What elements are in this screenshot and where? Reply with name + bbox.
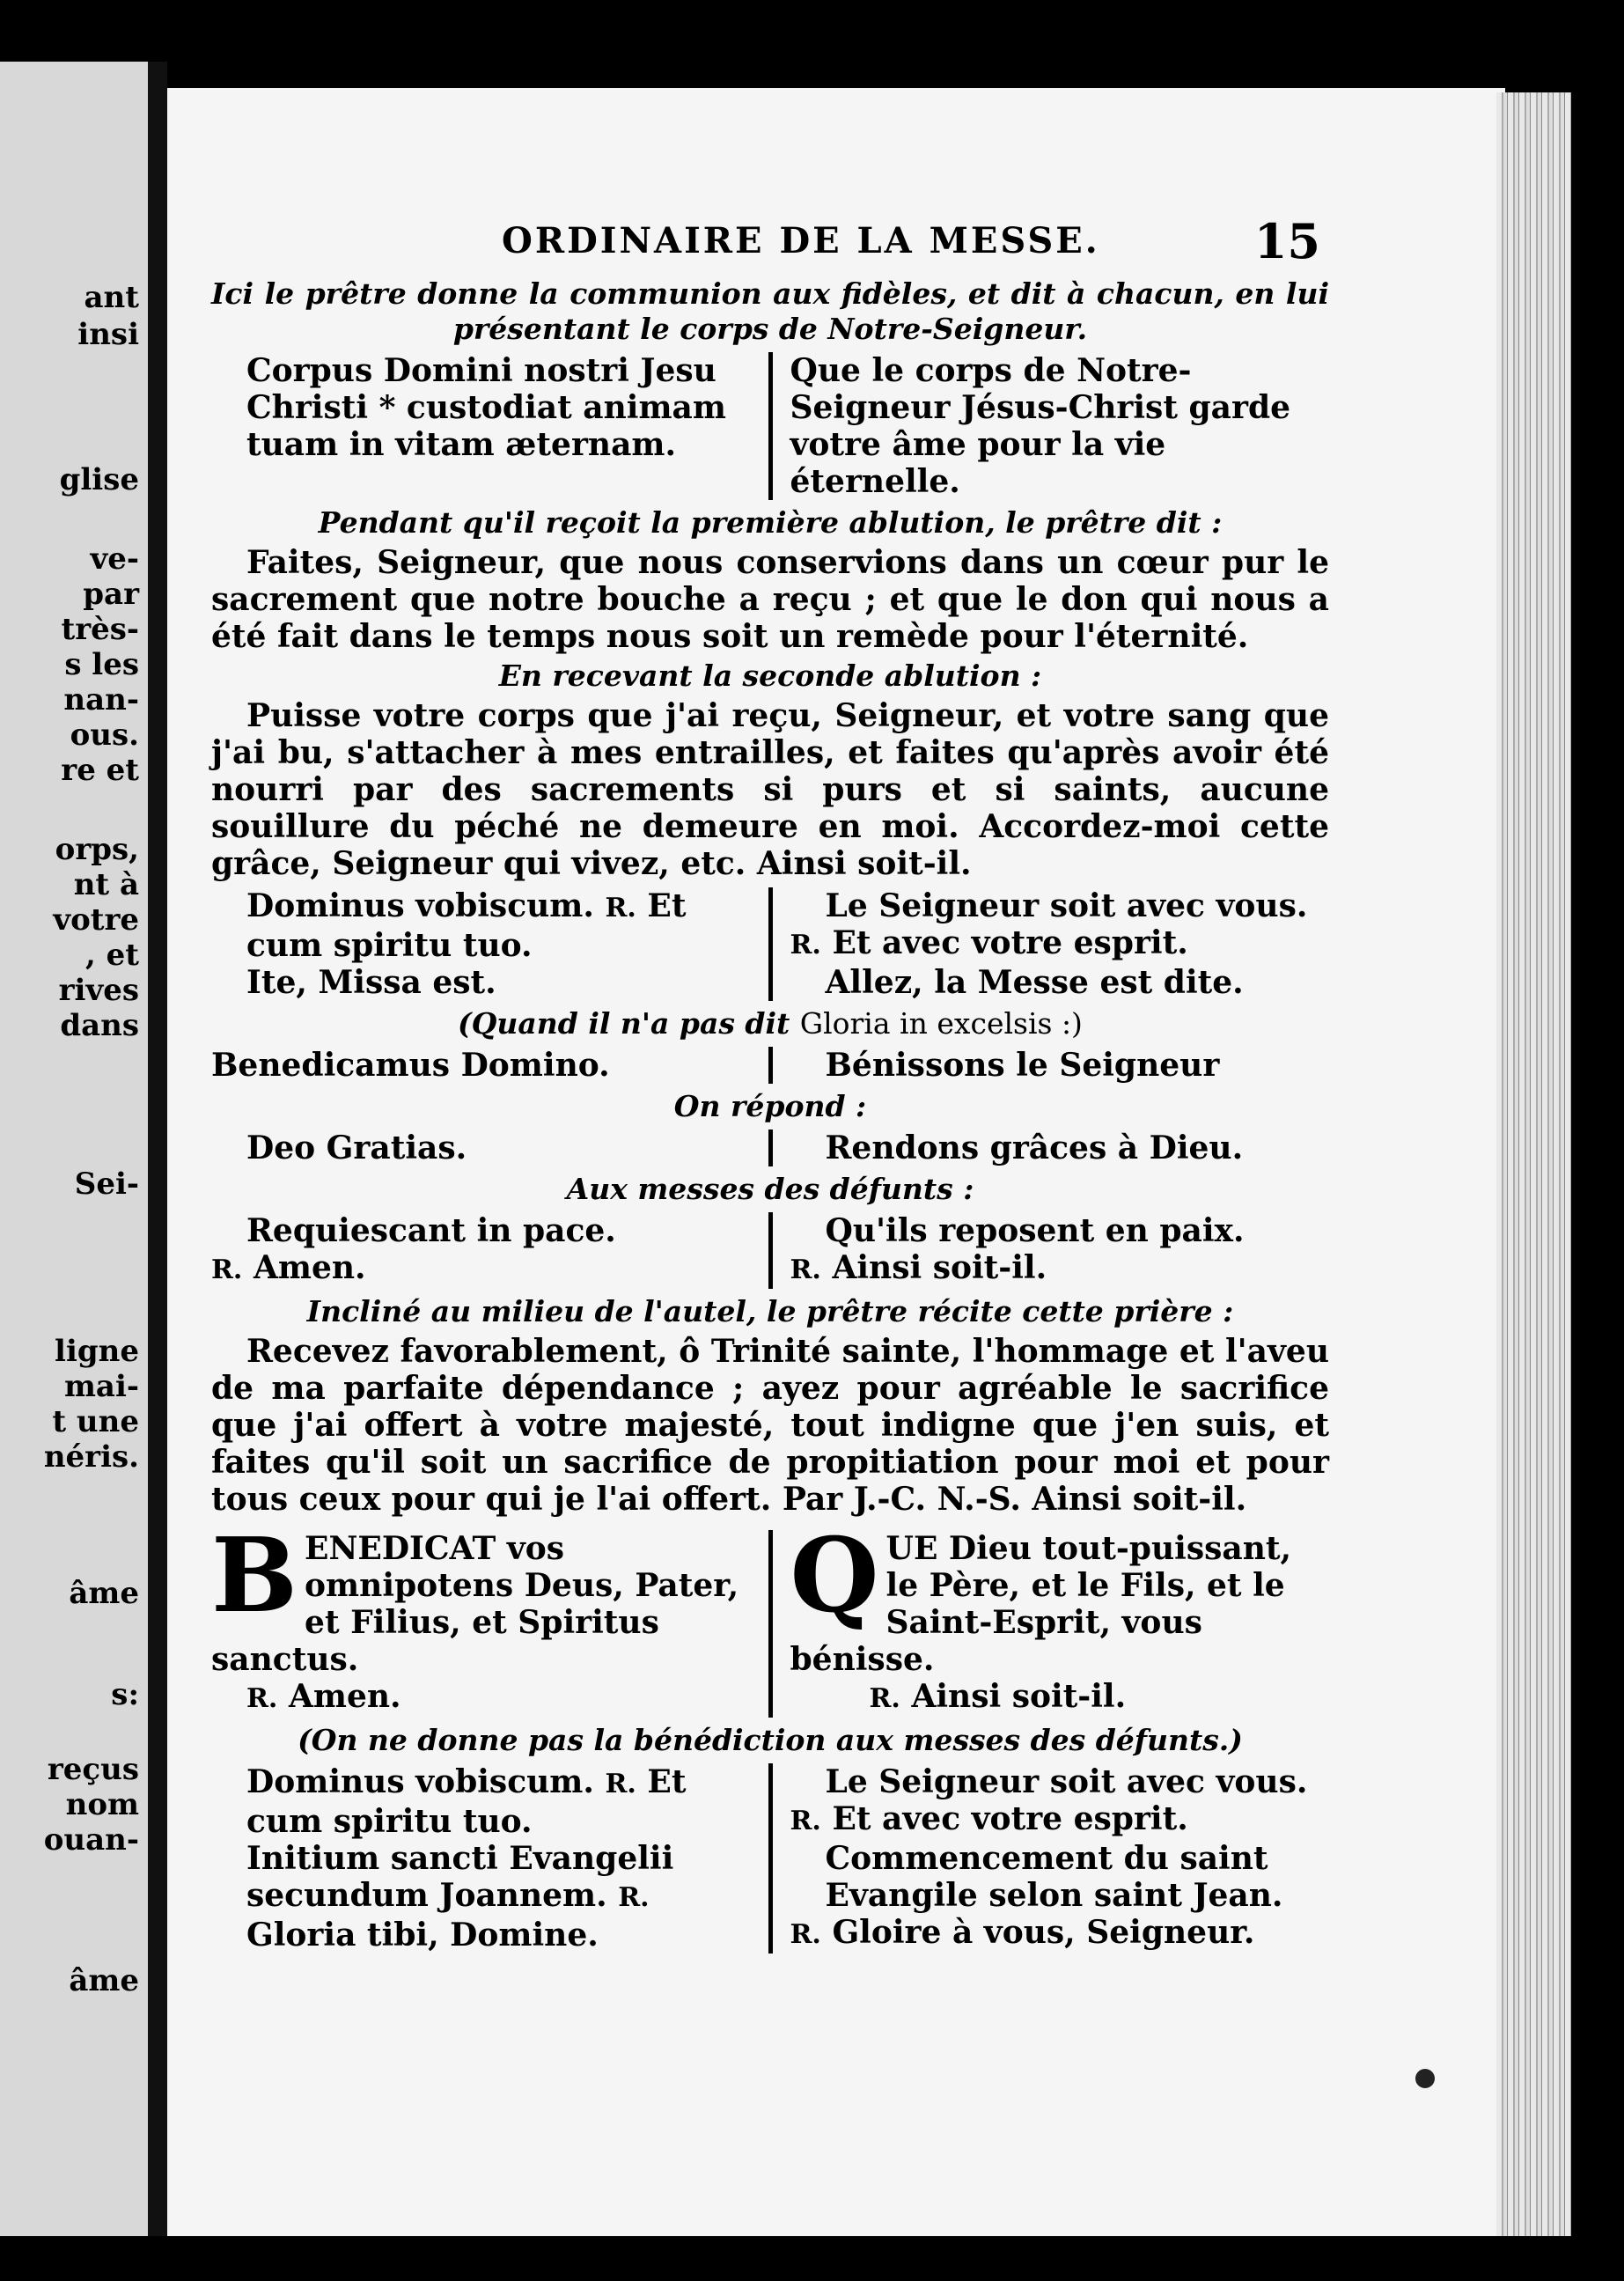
latin-column	[211, 1129, 768, 1166]
page-number: 15	[1253, 213, 1320, 269]
facing-fragment: âme	[69, 1576, 139, 1611]
deo-gratias-latin: Deo Gratias.	[246, 1129, 467, 1166]
initium-latin: Initium sancti Evangelii secundum Joannem.	[246, 1840, 674, 1914]
facing-fragment: rives	[58, 973, 139, 1008]
initium-french: Commencement du saint Evangile selon saint Jean.	[825, 1840, 1283, 1914]
ite-latin: Ite, Missa est.	[246, 964, 496, 1001]
response-mark: R.	[790, 1806, 821, 1836]
dominus-latin-response: Et cum spiritu tuo.	[246, 887, 687, 964]
response-mark: R.	[790, 1919, 821, 1950]
benedicamus-columns	[211, 1047, 1329, 1084]
requiescant-french: Qu'ils reposent en paix.	[825, 1212, 1245, 1249]
facing-fragment: reçus	[47, 1752, 139, 1787]
facing-fragment: re et	[61, 753, 139, 788]
benedicamus-french: Bénissons le Seigneur	[825, 1047, 1220, 1084]
rubric-inclined: Incliné au milieu de l'autel, le prêtre récite cette prière :	[306, 1294, 1234, 1328]
french-column	[768, 1516, 1330, 1718]
dominus2-latin-response: Et cum spiritu tuo.	[246, 1763, 687, 1840]
rubric-response: On répond :	[673, 1089, 867, 1123]
french-column	[768, 1129, 1330, 1166]
corpus-french: Que le corps de Notre-Seigneur Jésus-Christ garde votre âme pour la vie éternelle.	[790, 352, 1291, 500]
facing-fragment: s:	[111, 1677, 139, 1712]
ink-spot	[1415, 2069, 1435, 2088]
latin-column	[211, 1047, 768, 1084]
facing-fragment: glise	[59, 462, 139, 497]
response-mark: R.	[605, 893, 636, 923]
drop-cap-b: B	[211, 1516, 298, 1636]
rubric-first-ablution: Pendant qu'il reçoit la première ablution, le prêtre dit :	[318, 505, 1223, 540]
page-content	[211, 213, 1329, 1959]
response-mark: R.	[211, 1255, 243, 1285]
response-mark: R.	[869, 1683, 900, 1714]
facing-fragment: nan-	[63, 682, 139, 717]
book-gutter	[148, 62, 167, 2236]
facing-fragment: dans	[60, 1008, 139, 1043]
latin-column	[211, 1212, 768, 1289]
rubric-gloria-roman: Gloria in excelsis :)	[799, 1006, 1083, 1041]
dominus-latin: Dominus vobiscum.	[246, 887, 594, 924]
dismissal-columns	[211, 887, 1329, 1001]
response-mark: R.	[246, 1683, 278, 1714]
rubric-communion: Ici le prêtre donne la communion aux fidèles, et dit à chacun, en lui présentant le corps de Notre-Seigneur.	[211, 276, 1329, 346]
facing-fragment: mai-	[63, 1369, 139, 1404]
dominus2-french-response: Et avec votre esprit.	[832, 1800, 1188, 1837]
benedicat-amen: Amen.	[288, 1678, 401, 1715]
latin-column	[211, 352, 768, 500]
facing-fragment: t une	[52, 1404, 139, 1439]
prayer-second-ablution: Puisse votre corps que j'ai reçu, Seigneur, et votre sang que j'ai bu, s'attacher à mes entrailles, et faites qu'après avoir été nourri par des sacrements si purs et si saints, aucune souillure du péché ne demeure en moi. Accordez-moi cette grâce, Seigneur qui vivez, etc. Ainsi soit-il.	[211, 697, 1329, 882]
running-head	[211, 213, 1329, 273]
last-gospel-columns	[211, 1763, 1329, 1954]
facing-fragment: par	[83, 577, 139, 612]
facing-fragment: ouan-	[43, 1822, 139, 1858]
deo-gratias-french: Rendons grâces à Dieu.	[825, 1129, 1244, 1166]
facing-fragment: , et	[85, 938, 139, 973]
facing-fragment: ve-	[90, 541, 139, 577]
requiescant-latin: Requiescant in pace.	[246, 1212, 616, 1249]
facing-fragment: s les	[64, 647, 139, 682]
facing-fragment: néris.	[43, 1439, 139, 1475]
dominus-french-response: Et avec votre esprit.	[832, 924, 1188, 961]
dominus2-french: Le Seigneur soit avec vous.	[825, 1763, 1308, 1800]
response-mark: R.	[790, 1255, 821, 1285]
corpus-latin: Corpus Domini nostri Jesu Christi * custodiat animam tuam in vitam æternam.	[246, 352, 726, 463]
ite-french: Allez, la Messe est dite.	[825, 964, 1244, 1001]
corpus-columns	[211, 352, 1329, 500]
benedicat-french-amen: Ainsi soit-il.	[911, 1678, 1127, 1715]
rubric-gloria-italic: (Quand il n'a pas dit	[458, 1006, 790, 1041]
amen-latin: Amen.	[253, 1249, 366, 1286]
facing-page-fragment	[0, 62, 148, 2236]
latin-column	[211, 887, 768, 1001]
prayer-placeat: Recevez favorablement, ô Trinité sainte, l'hommage et l'aveu de ma parfaite dépendance ; ayez pour agréable le sacrifice que j'ai offert à votre majesté, tout indigne que j'en suis, et faites qu'il soit un sacrifice de propitiation pour moi et pour tous ceux pour qui je l'ai offert. Par J.-C. N.-S. Ainsi soit-il.	[211, 1333, 1329, 1518]
facing-fragment: ant	[84, 280, 139, 315]
running-title: ORDINAIRE DE LA MESSE.	[502, 220, 1100, 261]
facing-fragment: insi	[77, 317, 139, 352]
french-column	[768, 1212, 1330, 1289]
rubric-second-ablution: En recevant la seconde ablution :	[498, 659, 1042, 693]
response-mark: R.	[605, 1769, 636, 1799]
benedicat-latin: ENEDICAT vos omnipotens Deus, Pater, et Filius, et Spiritus sanctus.	[211, 1530, 739, 1678]
benedicat-french: UE Dieu tout-puissant, le Père, et le Fils, et le Saint-Esprit, vous bénisse.	[790, 1530, 1292, 1678]
dominus2-latin: Dominus vobiscum.	[246, 1763, 594, 1800]
response-mark: R.	[618, 1882, 650, 1913]
french-column	[768, 352, 1330, 500]
deo-gratias-columns	[211, 1129, 1329, 1166]
french-column	[768, 1047, 1330, 1084]
facing-fragment: orps,	[55, 832, 139, 867]
facing-fragment: votre	[53, 902, 139, 938]
rubric-gloria	[211, 1006, 1329, 1041]
page-edges	[1496, 92, 1571, 2236]
initium-french-response: Gloire à vous, Seigneur.	[832, 1914, 1255, 1951]
facing-fragment: très-	[61, 612, 139, 647]
rubric-requiem-masses: Aux messes des défunts :	[566, 1172, 974, 1206]
latin-column	[211, 1516, 768, 1718]
french-column	[768, 1763, 1330, 1954]
blessing-columns	[211, 1516, 1329, 1718]
facing-fragment: âme	[69, 1963, 139, 1998]
response-mark: R.	[790, 930, 821, 960]
dominus-french: Le Seigneur soit avec vous.	[825, 887, 1308, 924]
facing-fragment: Sei-	[74, 1166, 139, 1202]
facing-fragment: ous.	[70, 717, 139, 753]
benedicamus-latin: Benedicamus Domino.	[211, 1047, 610, 1084]
latin-column	[211, 1763, 768, 1954]
prayer-first-ablution: Faites, Seigneur, que nous conservions dans un cœur pur le sacrement que notre bouche a reçu ; et que le don qui nous a été fait dans le temps nous soit un remède pour l'éternité.	[211, 544, 1329, 655]
rubric-no-blessing: (On ne donne pas la bénédiction aux messes des défunts.)	[298, 1723, 1243, 1757]
french-column	[768, 887, 1330, 1001]
requiescant-columns	[211, 1212, 1329, 1289]
drop-cap-q: Q	[790, 1516, 879, 1636]
facing-fragment: nt à	[73, 867, 139, 902]
initium-latin-response: Gloria tibi, Domine.	[246, 1917, 599, 1954]
facing-fragment: nom	[65, 1787, 139, 1822]
facing-fragment: ligne	[55, 1334, 139, 1369]
ainsi-soit-il-french: Ainsi soit-il.	[832, 1249, 1047, 1286]
